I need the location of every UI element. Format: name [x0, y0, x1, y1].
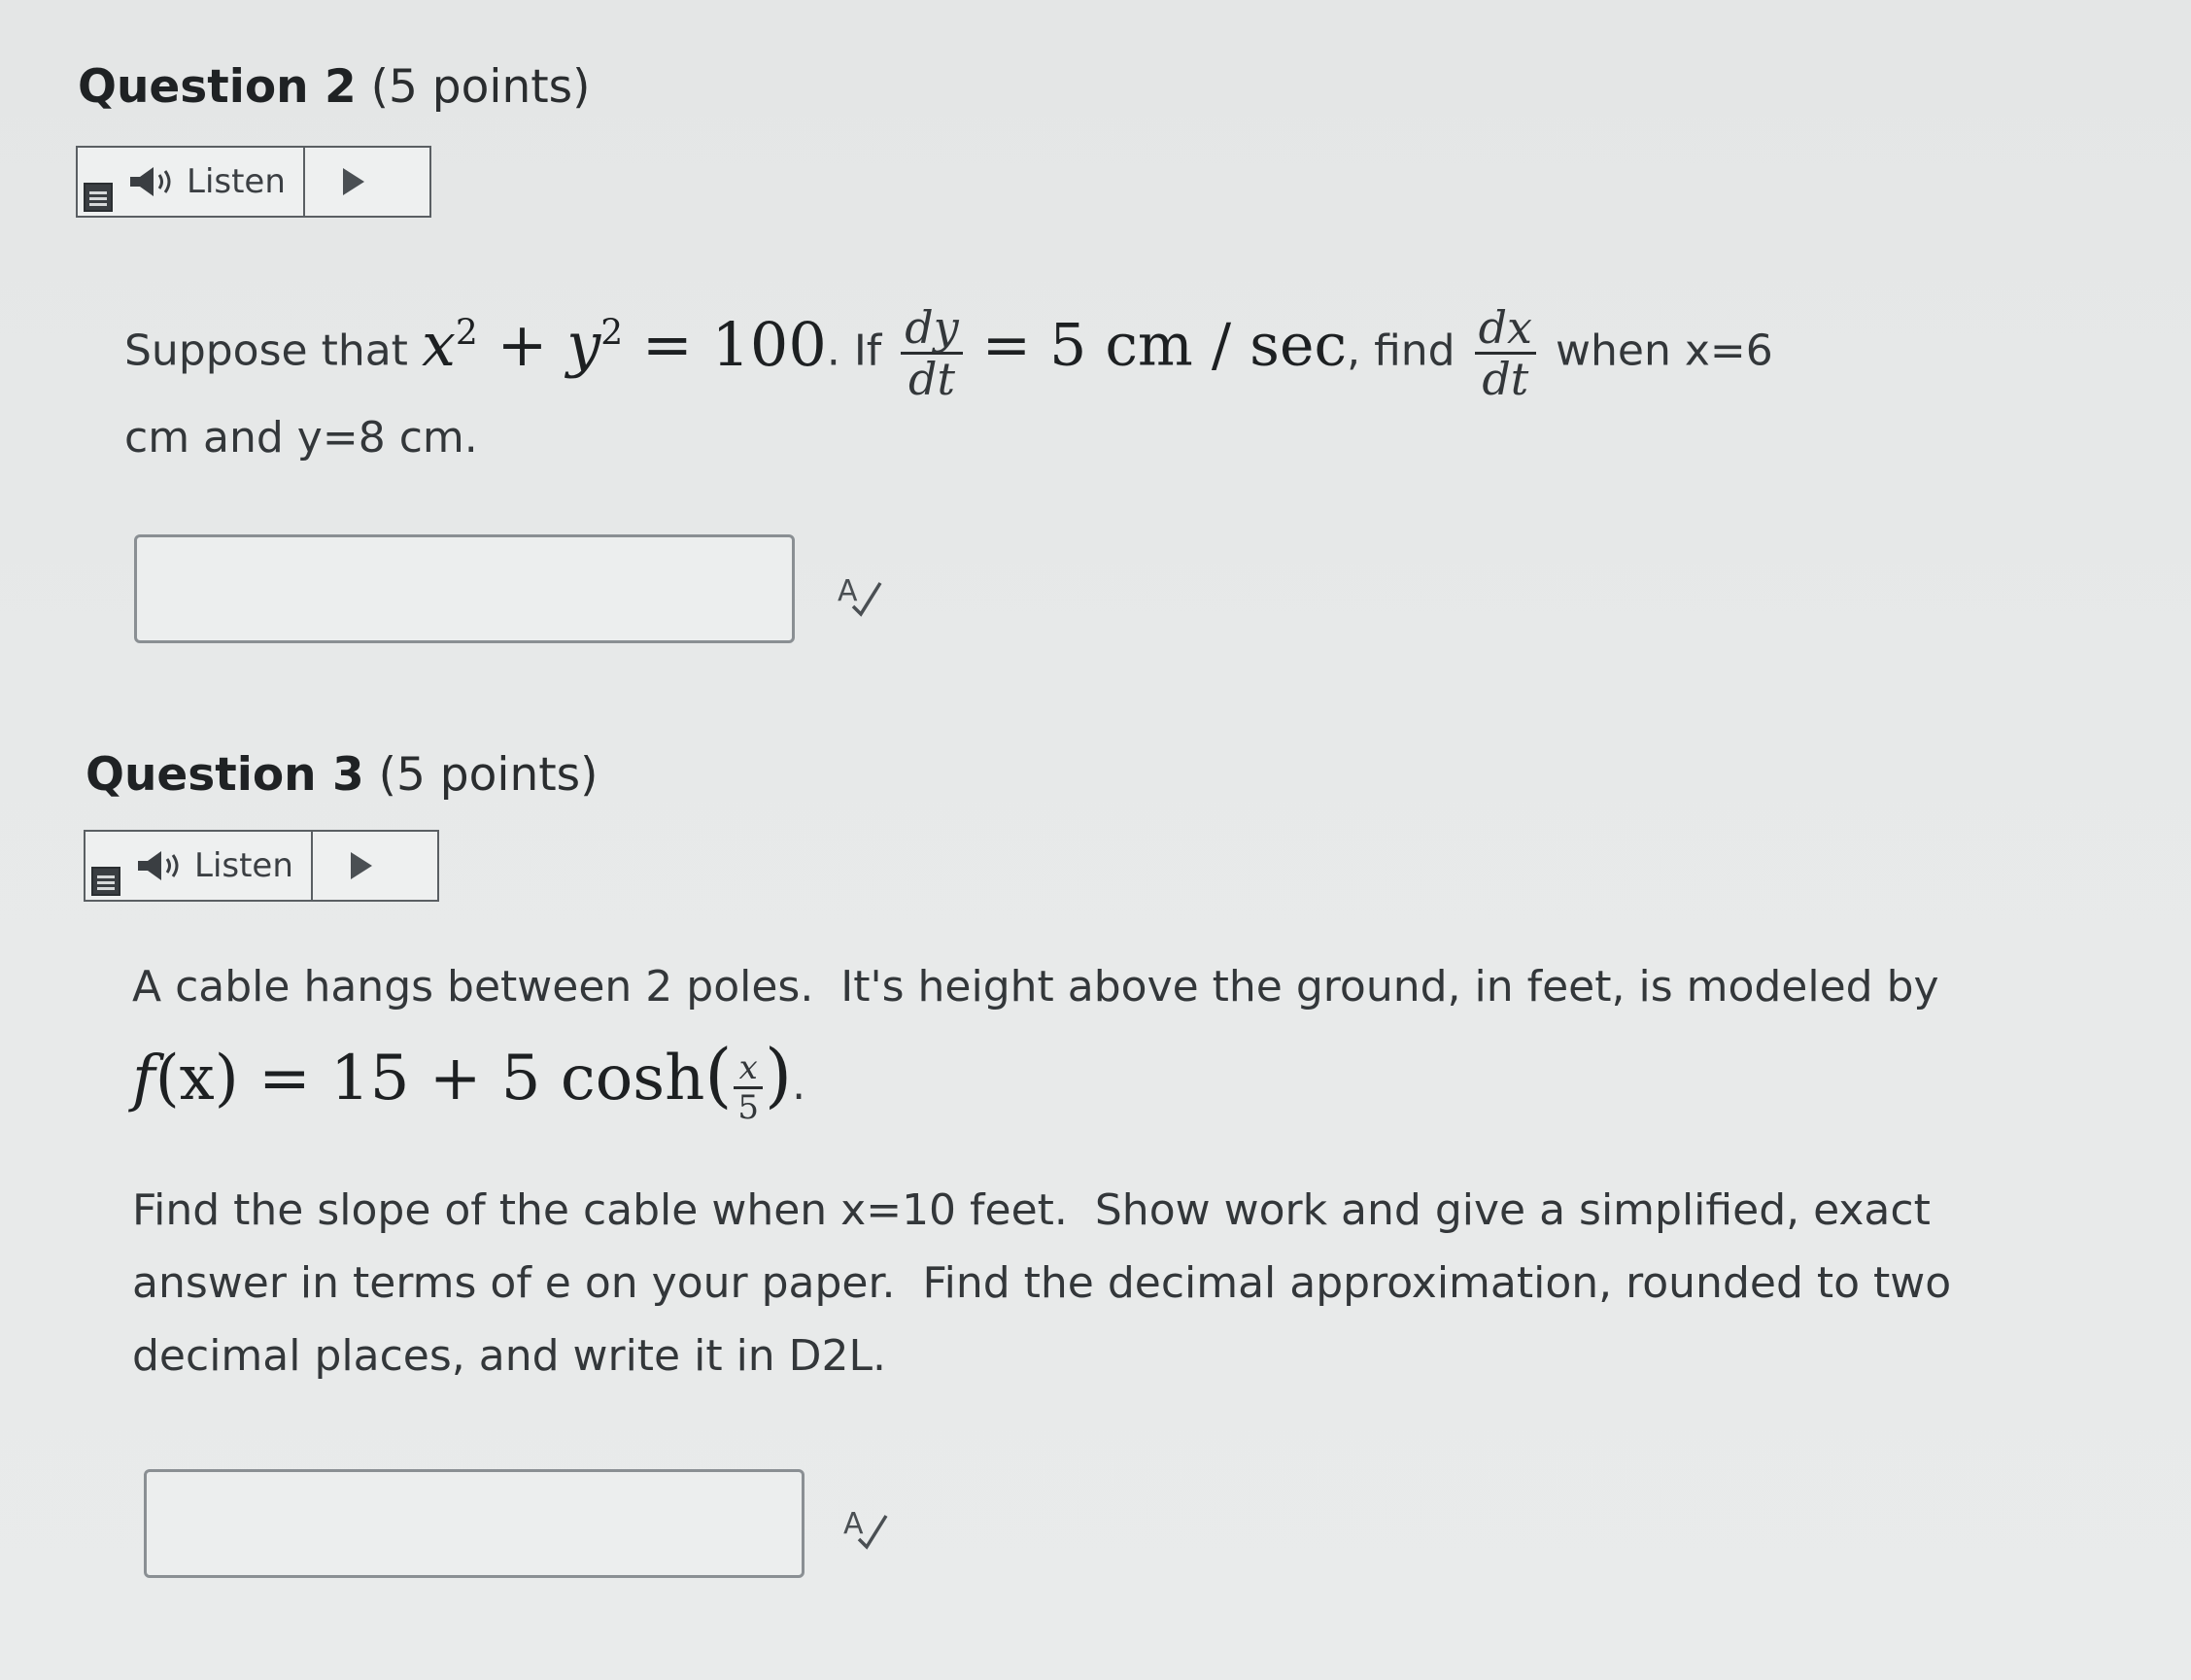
play-icon: [343, 168, 364, 195]
eq-exp-x: 2: [455, 313, 478, 353]
question-2-line-2: cm and y=8 cm.: [124, 413, 478, 463]
eq-y: y: [566, 308, 601, 380]
question-2-number: Question 2: [78, 60, 357, 114]
cosh-numerator: x: [734, 1051, 763, 1089]
listen-button[interactable]: [119, 148, 305, 216]
listen-label: Listen: [194, 846, 293, 885]
play-icon: [351, 852, 372, 879]
text-find: , find: [1347, 326, 1455, 376]
document-icon: [91, 867, 120, 896]
text-suppose: Suppose that: [124, 326, 408, 376]
fx-argument: (x): [154, 1043, 239, 1114]
eq-x: x: [421, 308, 456, 380]
question-3-number: Question 3: [86, 748, 364, 802]
play-button[interactable]: [313, 832, 410, 900]
fx-period: .: [792, 1060, 806, 1110]
question-3-answer-input[interactable]: [144, 1469, 805, 1578]
question-3-heading: [86, 748, 599, 802]
dydt-numerator: dy: [901, 305, 962, 355]
spellcheck-icon[interactable]: [836, 567, 890, 622]
eq-plus: +: [477, 308, 567, 380]
question-3-para-2-line-2: answer in terms of e on your paper. Find the decimal approximation, rounded to two: [132, 1258, 1952, 1308]
cosh-formula: f(x) = 15 + 5 cosh( $\frac{x}{5}$ ).: [132, 1034, 806, 1127]
eq-rhs: = 100: [623, 308, 827, 380]
cosh-fraction: [734, 1047, 763, 1127]
document-icon-button[interactable]: [78, 148, 119, 216]
question-3-para-2-line-3: decimal places, and write it in D2L.: [132, 1331, 887, 1381]
question-3-points: (5 points): [378, 748, 599, 802]
dxdt-denominator: dt: [1482, 353, 1529, 406]
listen-widget-q2: [76, 146, 431, 218]
listen-label: Listen: [187, 162, 286, 201]
svg-text:A: A: [843, 1507, 864, 1541]
question-3-para-1: A cable hangs between 2 poles. It's height above the ground, in feet, is modeled by: [132, 962, 1939, 1011]
question-2-points: (5 points): [370, 60, 591, 114]
dydt-denominator: dt: [908, 353, 955, 406]
dydt-fraction: [901, 301, 962, 406]
dxdt-fraction: [1475, 301, 1536, 406]
question-2-answer-input[interactable]: [134, 534, 795, 643]
text-if: . If: [826, 326, 882, 376]
question-2-prompt: [124, 296, 2048, 474]
document-icon-button[interactable]: [86, 832, 126, 900]
question-2-heading: [78, 60, 591, 114]
fx-lhs: f: [132, 1043, 155, 1114]
rate-expression: = 5 cm / sec: [981, 311, 1348, 380]
spellcheck-icon[interactable]: [841, 1500, 896, 1555]
svg-text:A: A: [838, 574, 858, 608]
eq-exp-y: 2: [600, 313, 624, 353]
dxdt-numerator: dx: [1475, 305, 1536, 355]
text-when: when x=6: [1556, 326, 1773, 376]
cosh-denominator: 5: [737, 1087, 760, 1127]
question-3-para-2-line-1: Find the slope of the cable when x=10 feet. Show work and give a simplified, exact: [132, 1185, 1931, 1235]
fx-rhs: = 15 + 5 cosh: [238, 1043, 705, 1114]
question-2-line-1: [124, 296, 2048, 406]
speaker-icon: [136, 849, 185, 882]
document-icon: [84, 183, 113, 212]
play-button[interactable]: [305, 148, 402, 216]
speaker-icon: [128, 165, 177, 198]
listen-widget-q3: [84, 830, 439, 902]
listen-button[interactable]: [126, 832, 313, 900]
question-3-prompt: [132, 950, 2075, 1392]
